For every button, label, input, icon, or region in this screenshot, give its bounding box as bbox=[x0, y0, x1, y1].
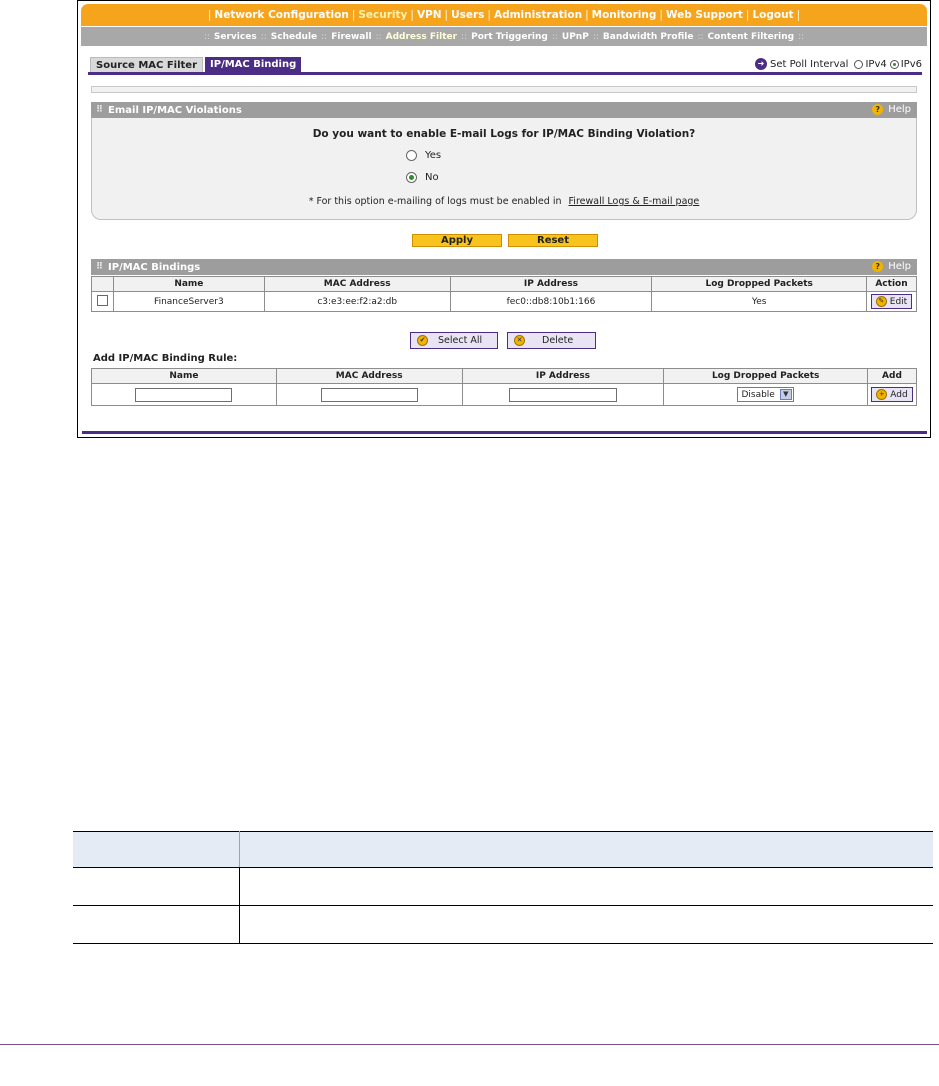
log-dropped-packets-select[interactable] bbox=[737, 387, 793, 402]
name-input[interactable] bbox=[135, 388, 232, 402]
bindings-section-title: IP/MAC Bindings bbox=[108, 261, 201, 273]
top-nav: | Network Configuration | Security | VPN | Users | Administration | Monitoring | Web Support | Logout | bbox=[81, 4, 927, 26]
delete-button[interactable] bbox=[507, 332, 596, 349]
option-yes[interactable] bbox=[406, 150, 441, 161]
table-header-row bbox=[92, 369, 917, 384]
subnav-firewall[interactable]: Firewall bbox=[331, 31, 372, 42]
document-table-header bbox=[73, 832, 933, 868]
nav-monitoring[interactable]: Monitoring bbox=[591, 9, 657, 21]
select-value: Disable bbox=[741, 389, 775, 400]
nav-users[interactable]: Users bbox=[451, 9, 485, 21]
subnav-upnp[interactable]: UPnP bbox=[561, 31, 589, 42]
bindings-help[interactable] bbox=[872, 261, 911, 272]
yes-label: Yes bbox=[425, 150, 442, 161]
plus-icon: + bbox=[876, 389, 887, 400]
option-no[interactable] bbox=[406, 172, 439, 183]
edit-button[interactable] bbox=[871, 294, 912, 309]
email-help[interactable] bbox=[872, 104, 911, 115]
checkmark-icon: ✔ bbox=[417, 335, 428, 346]
row-checkbox[interactable] bbox=[97, 295, 108, 306]
no-radio[interactable] bbox=[406, 172, 417, 183]
ip-address-input[interactable] bbox=[509, 388, 617, 402]
document-table-row bbox=[73, 868, 933, 906]
pencil-icon: ✎ bbox=[876, 296, 887, 307]
tab-underline bbox=[88, 72, 922, 75]
doc-header-cell-1 bbox=[73, 832, 239, 868]
add-column-header-name: Name bbox=[92, 369, 277, 384]
no-label: No bbox=[425, 172, 439, 183]
cell-mac: c3:e3:ee:f2:a2:db bbox=[264, 292, 450, 312]
doc-cell bbox=[73, 906, 239, 944]
add-label: Add bbox=[890, 389, 908, 400]
subnav-address-filter[interactable]: Address Filter bbox=[385, 31, 458, 42]
table-header-row bbox=[92, 277, 917, 292]
nav-web-support[interactable]: Web Support bbox=[665, 9, 743, 21]
email-section-title: Email IP/MAC Violations bbox=[108, 104, 242, 116]
yes-radio[interactable] bbox=[406, 150, 417, 161]
email-section-body bbox=[91, 118, 917, 220]
chevron-down-icon: ▼ bbox=[780, 389, 792, 400]
ipv4-label: IPv4 bbox=[865, 58, 887, 70]
poll-controls bbox=[755, 58, 922, 70]
help-label: Help bbox=[888, 104, 911, 115]
grip-icon: ⠿ bbox=[96, 105, 104, 115]
add-column-header-ip: IP Address bbox=[462, 369, 664, 384]
subnav-port-triggering[interactable]: Port Triggering bbox=[471, 31, 548, 42]
bottom-border bbox=[82, 431, 927, 434]
subnav-bandwidth-profile[interactable]: Bandwidth Profile bbox=[602, 31, 694, 42]
add-rule-table bbox=[91, 368, 917, 406]
delete-x-icon: ✕ bbox=[514, 335, 525, 346]
help-label: Help bbox=[888, 261, 911, 272]
nav-administration[interactable]: Administration bbox=[493, 9, 583, 21]
nav-security[interactable]: Security bbox=[358, 9, 408, 21]
document-table-row bbox=[73, 906, 933, 944]
add-button[interactable] bbox=[871, 387, 912, 402]
help-icon: ? bbox=[872, 261, 883, 272]
doc-header-cell-2 bbox=[239, 832, 933, 868]
column-header-action: Action bbox=[866, 277, 916, 292]
nav-vpn[interactable]: VPN bbox=[416, 9, 442, 21]
add-column-header-log: Log Dropped Packets bbox=[664, 369, 868, 384]
mac-address-input[interactable] bbox=[321, 388, 418, 402]
add-column-header-add: Add bbox=[867, 369, 916, 384]
cell-ip: fec0::db8:10b1:166 bbox=[450, 292, 652, 312]
nav-logout[interactable]: Logout bbox=[752, 9, 794, 21]
add-column-header-mac: MAC Address bbox=[276, 369, 462, 384]
page-footer-rule bbox=[0, 1044, 939, 1045]
email-note bbox=[92, 196, 916, 207]
set-poll-interval-link[interactable]: Set Poll Interval bbox=[770, 58, 849, 70]
doc-cell bbox=[239, 868, 933, 906]
edit-label: Edit bbox=[889, 296, 908, 307]
ipv6-label: IPv6 bbox=[900, 58, 922, 70]
tab-source-mac-filter[interactable]: Source MAC Filter bbox=[90, 57, 203, 72]
email-question: Do you want to enable E-mail Logs for IP/MAC Binding Violation? bbox=[312, 128, 696, 140]
email-section-header bbox=[91, 102, 917, 118]
column-header-log: Log Dropped Packets bbox=[652, 277, 867, 292]
firewall-logs-link[interactable]: Firewall Logs & E-mail page bbox=[568, 196, 700, 207]
help-icon: ? bbox=[872, 104, 883, 115]
column-header-ip: IP Address bbox=[450, 277, 652, 292]
doc-cell bbox=[239, 906, 933, 944]
delete-label: Delete bbox=[542, 335, 574, 346]
tab-ip-mac-binding[interactable]: IP/MAC Binding bbox=[205, 57, 301, 72]
bindings-section-header bbox=[91, 259, 917, 275]
table-row bbox=[92, 292, 917, 312]
document-table bbox=[73, 831, 933, 944]
subnav-content-filtering[interactable]: Content Filtering bbox=[707, 31, 795, 42]
add-rule-heading: Add IP/MAC Binding Rule: bbox=[93, 353, 238, 364]
apply-button[interactable]: Apply bbox=[412, 234, 502, 247]
select-all-button[interactable] bbox=[410, 332, 498, 349]
ipv6-radio[interactable] bbox=[890, 60, 899, 69]
select-column-header bbox=[92, 277, 114, 292]
nav-network-configuration[interactable]: Network Configuration bbox=[214, 9, 349, 21]
ipv4-radio[interactable] bbox=[854, 60, 863, 69]
status-bar bbox=[91, 86, 917, 93]
subnav-schedule[interactable]: Schedule bbox=[270, 31, 318, 42]
sub-nav: :: Services :: Schedule :: Firewall :: Address Filter :: Port Triggering :: UPnP :: Bandwidth Profile :: Content Filtering :: bbox=[81, 27, 927, 46]
reset-button[interactable]: Reset bbox=[508, 234, 598, 247]
cell-name: FinanceServer3 bbox=[113, 292, 264, 312]
column-header-name: Name bbox=[113, 277, 264, 292]
add-rule-row bbox=[92, 384, 917, 406]
subnav-services[interactable]: Services bbox=[213, 31, 257, 42]
bindings-table bbox=[91, 276, 917, 312]
arrow-right-icon: ➜ bbox=[755, 58, 767, 70]
tab-bar bbox=[90, 57, 303, 72]
doc-cell bbox=[73, 868, 239, 906]
select-all-label: Select All bbox=[438, 335, 483, 346]
screenshot-frame bbox=[77, 0, 931, 438]
grip-icon: ⠿ bbox=[96, 262, 104, 272]
column-header-mac: MAC Address bbox=[264, 277, 450, 292]
note-text: * For this option e-mailing of logs must be enabled in bbox=[308, 196, 562, 207]
cell-log: Yes bbox=[652, 292, 867, 312]
